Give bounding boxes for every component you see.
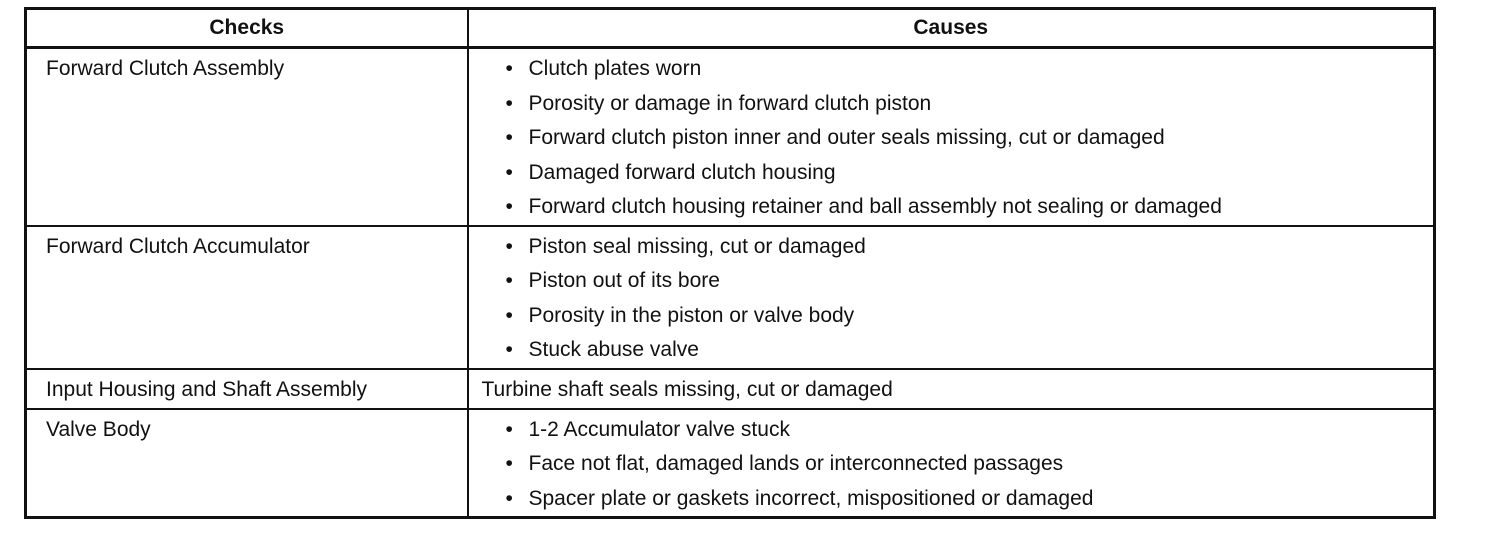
bullet-icon: • [505, 269, 513, 292]
cause-list [469, 52, 1434, 225]
cause-item: • Damaged forward clutch housing [469, 156, 1434, 191]
table-row [26, 369, 1435, 409]
check-label: Forward Clutch Accumulator [46, 234, 310, 258]
causes-cell [468, 409, 1435, 518]
cause-item: • Stuck abuse valve [469, 333, 1434, 368]
cause-item: • Forward clutch piston inner and outer seals missing, cut or damaged [469, 121, 1434, 156]
check-cell [26, 409, 468, 518]
check-cell [26, 48, 468, 226]
cause-list [469, 413, 1434, 517]
bullet-icon: • [505, 417, 513, 441]
cause-item: • Face not flat, damaged lands or interconnected passages [469, 447, 1434, 482]
cause-item: • Spacer plate or gaskets incorrect, mispositioned or damaged [469, 482, 1434, 517]
bullet-icon: • [505, 57, 513, 80]
header-checks: Checks [26, 9, 468, 48]
table-row [26, 409, 1435, 518]
bullet-icon: • [505, 234, 513, 258]
table-row [26, 226, 1435, 369]
bullet-icon: • [505, 486, 513, 510]
check-label: Valve Body [46, 417, 151, 441]
cause-item: • Clutch plates worn [469, 52, 1434, 87]
bullet-icon: • [505, 338, 513, 361]
cause-item: • Piston out of its bore [469, 264, 1434, 299]
bullet-icon: • [505, 303, 513, 327]
bullet-icon: • [505, 160, 513, 184]
check-label: Forward Clutch Assembly [46, 57, 285, 80]
cause-item: • Porosity in the piston or valve body [469, 299, 1434, 334]
check-cell [26, 369, 468, 409]
bullet-icon: • [505, 91, 513, 115]
cause-list [469, 230, 1434, 368]
bullet-icon: • [505, 126, 513, 149]
header-causes: Causes [468, 9, 1435, 48]
bullet-icon: • [505, 195, 513, 218]
header-row [26, 9, 1435, 48]
bullet-icon: • [505, 452, 513, 475]
causes-cell [468, 369, 1435, 409]
cause-item: • 1-2 Accumulator valve stuck [469, 413, 1434, 448]
cause-text: Turbine shaft seals missing, cut or damaged [481, 377, 893, 401]
table-row [26, 48, 1435, 226]
check-label: Input Housing and Shaft Assembly [46, 377, 368, 401]
causes-cell [468, 226, 1435, 369]
cause-item: • Forward clutch housing retainer and ball assembly not sealing or damaged [469, 190, 1434, 225]
cause-item: • Porosity or damage in forward clutch piston [469, 87, 1434, 122]
diagnosis-table [24, 7, 1436, 519]
causes-cell [468, 48, 1435, 226]
cause-item: • Piston seal missing, cut or damaged [469, 230, 1434, 265]
check-cell [26, 226, 468, 369]
